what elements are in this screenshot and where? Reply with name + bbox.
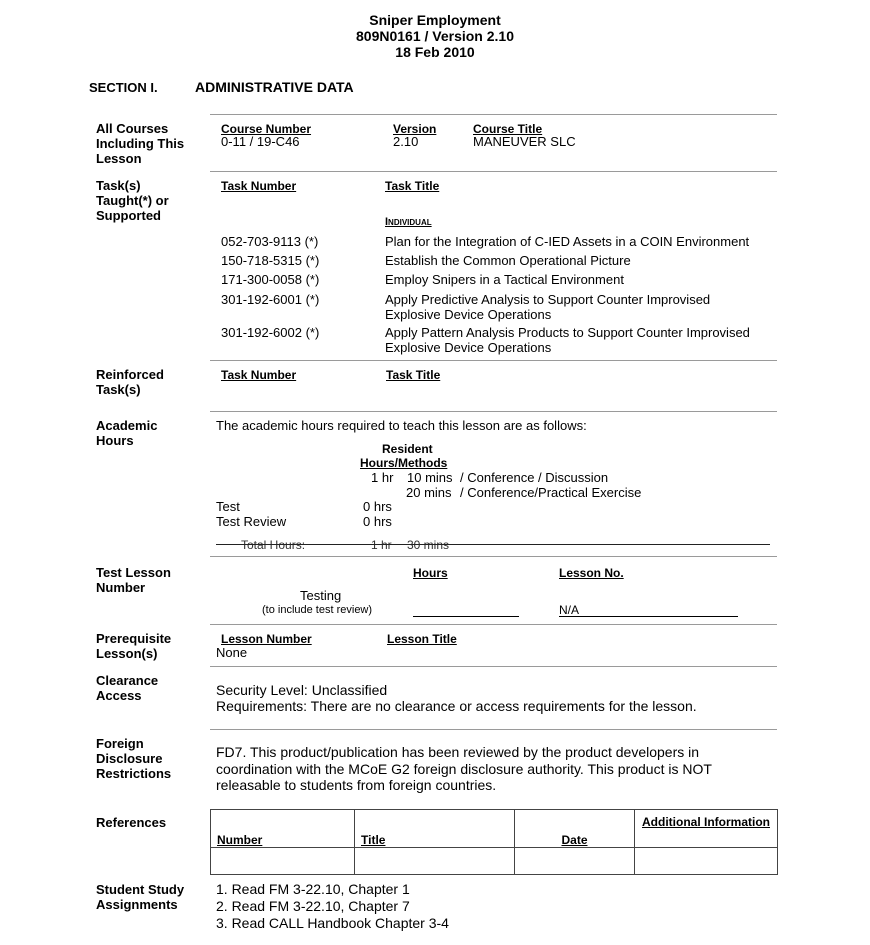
course-number: 0-11 / 19-C46 — [221, 134, 300, 149]
hours-blank — [413, 616, 519, 617]
study-item: 3. Read CALL Handbook Chapter 3-4 — [216, 915, 449, 931]
section-number: SECTION I. — [89, 80, 158, 95]
col-task-title: Task Title — [385, 179, 440, 193]
task-title: Employ Snipers in a Tactical Environment — [385, 272, 624, 287]
col-version: Version — [393, 122, 437, 136]
task-title: Apply Predictive Analysis to Support Counter Improvised Explosive Device Operations — [385, 292, 711, 322]
study-label: Student Study Assignments — [96, 882, 185, 912]
col-reinforced-task-number: Task Number — [221, 368, 297, 382]
task-number: 171-300-0058 (*) — [221, 272, 320, 287]
task-number: 052-703-9113 (*) — [221, 234, 319, 249]
ref-cell — [211, 848, 355, 875]
task-title: Apply Pattern Analysis Products to Support Counter Improvised Explosive Device Operations — [385, 325, 750, 355]
total-hours-mins: 30 mins — [407, 538, 450, 552]
test-value: 0 hrs — [363, 499, 392, 514]
col-reinforced-task-title: Task Title — [386, 368, 441, 382]
test-review-value: 0 hrs — [363, 514, 392, 529]
ref-cell — [515, 848, 635, 875]
total-hours-label: Total Hours: — [241, 538, 306, 552]
foreign-disclosure-text: FD7. This product/publication has been reviewed by the product developers in coordination with the MCoE G2 foreign disclosure authority. This product is NOT releasable to students from foreign countries. — [216, 744, 712, 793]
clearance-label: Clearance Access — [96, 673, 159, 703]
ref-cell — [635, 848, 778, 875]
row2-method: / Conference/Practical Exercise — [460, 485, 642, 500]
test-lesson-label: Test Lesson Number — [96, 565, 171, 595]
col-hours: Hours — [413, 566, 448, 580]
references-table — [210, 809, 778, 875]
foreign-disclosure-label: Foreign Disclosure Restrictions — [96, 736, 172, 781]
study-item: 2. Read FM 3-22.10, Chapter 7 — [216, 898, 410, 914]
divider — [210, 411, 777, 412]
academic-intro: The academic hours required to teach this lesson are as follows: — [216, 418, 587, 433]
task-number: 301-192-6002 (*) — [221, 325, 320, 340]
task-title: Plan for the Integration of C-IED Assets in a COIN Environment — [385, 234, 750, 249]
hours-methods-heading: Hours/Methods — [360, 456, 448, 470]
row1-mins: 10 mins — [407, 470, 453, 485]
testing-label: Testing — [300, 588, 342, 603]
col-course-title: Course Title — [473, 122, 543, 136]
row1-method: / Conference / Discussion — [460, 470, 609, 485]
document-title: Sniper Employment — [369, 12, 501, 28]
ref-cell — [355, 848, 515, 875]
row2-mins: 20 mins — [406, 485, 452, 500]
test-review-label: Test Review — [216, 514, 287, 529]
lesson-no-value: N/A — [559, 603, 580, 617]
divider — [210, 360, 777, 361]
document-code-version: 809N0161 / Version 2.10 — [356, 28, 514, 44]
course-version: 2.10 — [393, 134, 419, 149]
task-group-label: Individual — [385, 216, 432, 228]
test-label: Test — [216, 499, 240, 514]
resident-heading: Resident — [382, 442, 433, 456]
task-title: Establish the Common Operational Picture — [385, 253, 631, 268]
academic-label: Academic Hours — [96, 418, 158, 448]
clearance-requirements: Requirements: There are no clearance or access requirements for the lesson. — [216, 698, 697, 714]
task-number: 301-192-6001 (*) — [221, 292, 320, 307]
col-ref-title: Title — [355, 810, 515, 848]
divider — [210, 729, 777, 730]
divider — [210, 624, 777, 625]
col-lesson-no: Lesson No. — [559, 566, 624, 580]
col-ref-number: Number — [211, 810, 355, 848]
lesson-no-underline — [559, 616, 738, 617]
row1-hours: 1 hr — [371, 470, 394, 485]
divider — [210, 556, 777, 557]
document-date: 18 Feb 2010 — [395, 44, 475, 60]
references-label: References — [96, 815, 167, 830]
section-title: ADMINISTRATIVE DATA — [195, 79, 354, 95]
divider — [210, 666, 777, 667]
all-courses-label: All Courses Including This Lesson — [96, 121, 185, 166]
divider — [210, 171, 777, 172]
total-hours-hr: 1 hr — [371, 538, 392, 552]
task-number: 150-718-5315 (*) — [221, 253, 320, 268]
prerequisite-label: Prerequisite Lesson(s) — [96, 631, 172, 661]
col-lesson-number: Lesson Number — [221, 632, 312, 646]
reinforced-label: Reinforced Task(s) — [96, 367, 164, 397]
col-task-number: Task Number — [221, 179, 297, 193]
col-course-number: Course Number — [221, 122, 312, 136]
col-ref-additional: Additional Information — [635, 810, 778, 848]
security-level: Security Level: Unclassified — [216, 682, 388, 698]
total-hours-strike-line — [216, 544, 770, 545]
col-ref-date: Date — [515, 810, 635, 848]
testing-note: (to include test review) — [262, 604, 373, 616]
divider — [210, 114, 777, 115]
prerequisite-value: None — [216, 645, 248, 660]
col-lesson-title: Lesson Title — [387, 632, 457, 646]
study-item: 1. Read FM 3-22.10, Chapter 1 — [216, 881, 410, 897]
course-title: MANEUVER SLC — [473, 134, 576, 149]
tasks-label: Task(s) Taught(*) or Supported — [96, 178, 169, 223]
